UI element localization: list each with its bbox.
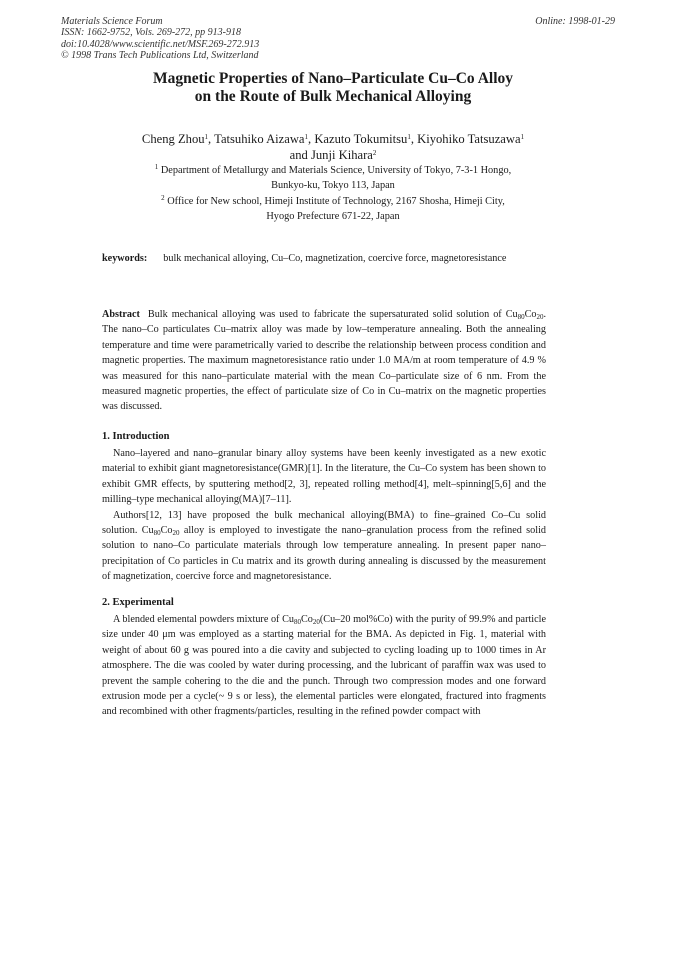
abstract-text: Bulk mechanical alloying was used to fabricate the supersaturated solid solution of [147,309,502,320]
formula-subscript: 80 [153,529,161,538]
affil-line: Office for New school, Himeji Institute of Technology, 2167 Shosha, Himeji City, [167,195,505,207]
formula-subscript: 20 [312,618,320,626]
journal-header [61,16,259,61]
formula-element: Cu [141,525,154,537]
issn-line: ISSN: 1662-9752, Vols. 269-272, pp 913-918 [61,27,241,39]
abstract [102,307,546,415]
abstract-text: . The nano–Co particulates Cu–matrix alloy was made by low–temperature annealing. Both the annealing temperature and time were parametrically varied to describe the relationship between process condition and magnetic properties. The maximum magnetoresistance ratio under 1.0 MA/m at room temperature of 4.9 % was measured for this nano–particulate material with the mean Co–particulate size of 6 nm. From the measured magnetic properties, the effect of particulate size of Co in Cu–matrix on the magnetic properties was discussed. [102,309,547,413]
author-name: Kazuto Tokumitsu [314,132,408,146]
section-heading-introduction: 1. Introduction [102,431,170,442]
formula-subscript: 80 [293,618,301,626]
author-affil-mark: 2 [372,149,377,157]
formula-element: Co [524,309,537,320]
section-heading-experimental: 2. Experimental [102,597,174,608]
author-affil-mark: 1 [520,133,525,141]
keywords-text: bulk mechanical alloying, Cu–Co, magnetization, coercive force, magnetoresistance [163,253,507,264]
author-affil-mark: 1 [304,133,309,141]
author-name: Cheng Zhou [141,132,205,146]
formula-element: Co [300,614,313,625]
affil-line: Hyogo Prefecture 671-22, Japan [266,210,400,222]
paragraph: Nano–layered and nano–granular binary alloy systems have been keenly investigated as a new exotic material to exhibit giant magnetoresistance(GMR)[1]. In the literature, the Cu–Co system has been shown to exhibit GMR effects, by sputtering method[2, 3], repeated rolling method[4], melt–spinning[5,6] and the milling–type mechanical alloying(MA)[7–11]. [102,448,546,506]
formula-element: Cu [505,309,518,320]
formula-element: Co [160,525,173,537]
affiliations [60,163,606,224]
paragraph [102,508,546,585]
formula-subscript: 80 [517,313,525,321]
author-name: Tatsuhiko Aizawa [214,132,305,146]
formula-subscript: 20 [536,313,544,321]
paragraph-text: (Cu–20 mol%Co) with the purity of 99.9% and particle size under 40 μm was employed as a starting material for the BMA. As depicted in Fig. 1, material with weight of about 60 g was poured into a die cavity and subjected to cycling loading up to 1000 times in Ar atmosphere. The die was cooled by water during processing, and the lubricant of paraffin wax was used to prevent the sample cohering to the die and the punch. Through two compression modes and one forward extrusion mode per a cycle(~ 9 s or less), the elemental particles were elongated, fractured into fragments and recombined with other fragments/particles, resulting in the refined powder compact with [102,614,546,718]
paragraph [102,612,546,720]
experimental-body [102,612,546,720]
paper-title [60,70,606,106]
copyright-line: © 1998 Trans Tech Publications Ltd, Switzerland [61,49,259,61]
keywords-label: keywords: [102,253,148,264]
introduction-body [102,446,546,585]
author-affil-mark: 1 [407,133,411,141]
formula-subscript: 20 [172,529,180,538]
affil-line: Bunkyo-ku, Tokyo 113, Japan [271,180,395,192]
title-line-1: Magnetic Properties of Nano–Particulate Cu–Co Alloy [152,70,514,87]
journal-name: Materials Science Forum [61,16,163,27]
affil-number: 2 [161,193,165,202]
author-list: Cheng Zhou$^1$, Tatsuhiko Aizawa$^1$, Kazuto Tokumitsu$^1$, Kiyohiko Tatsuzawa$^1$ and Junji Kihara$^2$ [141,132,525,162]
paragraph-text: Authors[12, 13] have proposed the bulk mechanical alloying(BMA) to fine–grained Co–Cu solid solution. [102,509,546,537]
affil-number: 1 [154,163,159,171]
online-date: Online: 1998-01-29 [535,16,615,27]
paragraph-text: A blended elemental powders mixture of [113,614,280,625]
author-affil-mark: 1 [204,133,209,141]
formula-element: Cu [282,614,294,625]
author-name: Kiyohiko Tatsuzawa [417,132,521,146]
doi-line[interactable]: doi:10.4028/www.scientific.net/MSF.269-272.913 [61,38,260,50]
paragraph-text: alloy is employed to investigate the nano–granulation process from the refined solid solution to nano–Co particulate materials through low temperature annealing. In present paper nano–precipitation of Co particles in Cu matrix and its growth during annealing is discussed by the measurement of magnetization, coercive force and magnetoresistance. [102,525,546,583]
affil-line: Department of Metallurgy and Materials Science, University of Tokyo, 7-3-1 Hongo, [160,165,512,176]
abstract-label: Abstract [102,309,140,320]
title-line-2: on the Route of Bulk Mechanical Alloying [194,88,472,105]
keywords [102,251,546,267]
author-name: and Junji Kihara [289,148,373,162]
